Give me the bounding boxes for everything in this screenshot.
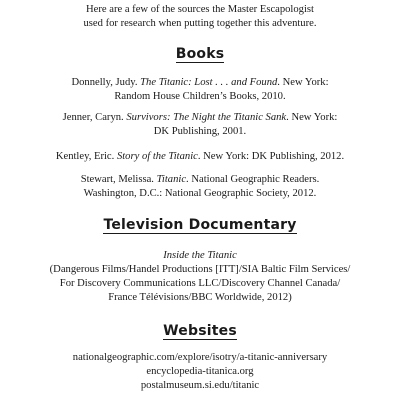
documentary-title: Inside the Titanic [163, 250, 237, 261]
tv-credit-line: For Discovery Communications LLC/Discovery Channel Canada/ [59, 278, 341, 289]
tv-credit-line: France Télévisions/BBC Worldwide, 2012) [108, 292, 292, 303]
intro-line: used for research when putting together this adventure. [83, 18, 317, 29]
intro-text [40, 3, 360, 31]
websites-heading: Websites [163, 323, 237, 339]
book-title: Titanic [156, 174, 187, 185]
website-link: nationalgeographic.com/explore/isotry/a-titanic-anniversary [72, 352, 328, 363]
book-title: Story of the Titanic [116, 151, 198, 162]
book-entry: Kentley, Eric. Story of the Titanic. New York: DK Publishing, 2012. [55, 151, 345, 162]
book-title: Survivors: The Night the Titanic Sank [126, 112, 287, 123]
book-entry: Stewart, Melissa. Titanic. National Geographic Readers. Washington, D.C.: National Geographic Society, 2012. [80, 174, 320, 199]
intro-line: Here are a few of the sources the Master Escapologist [86, 4, 314, 15]
website-link: postalmuseum.si.edu/titanic [140, 380, 260, 391]
book-entry: Donnelly, Judy. The Titanic: Lost . . . and Found. New York: Random House Children’s Books, 2010. [71, 77, 329, 102]
book-title: The Titanic: Lost . . . and Found [140, 77, 278, 88]
tv-credit-line: (Dangerous Films/Handel Productions [ITT]/SIA Baltic Film Services/ [49, 264, 351, 275]
book-entry: Jenner, Caryn. Survivors: The Night the Titanic Sank. New York: DK Publishing, 2001. [62, 112, 338, 137]
books-heading: Books [175, 46, 225, 62]
website-link: encyclopedia-titanica.org [146, 366, 254, 377]
tv-heading: Television Documentary [103, 217, 297, 233]
tv-entry [20, 249, 380, 305]
websites-list [20, 351, 380, 393]
